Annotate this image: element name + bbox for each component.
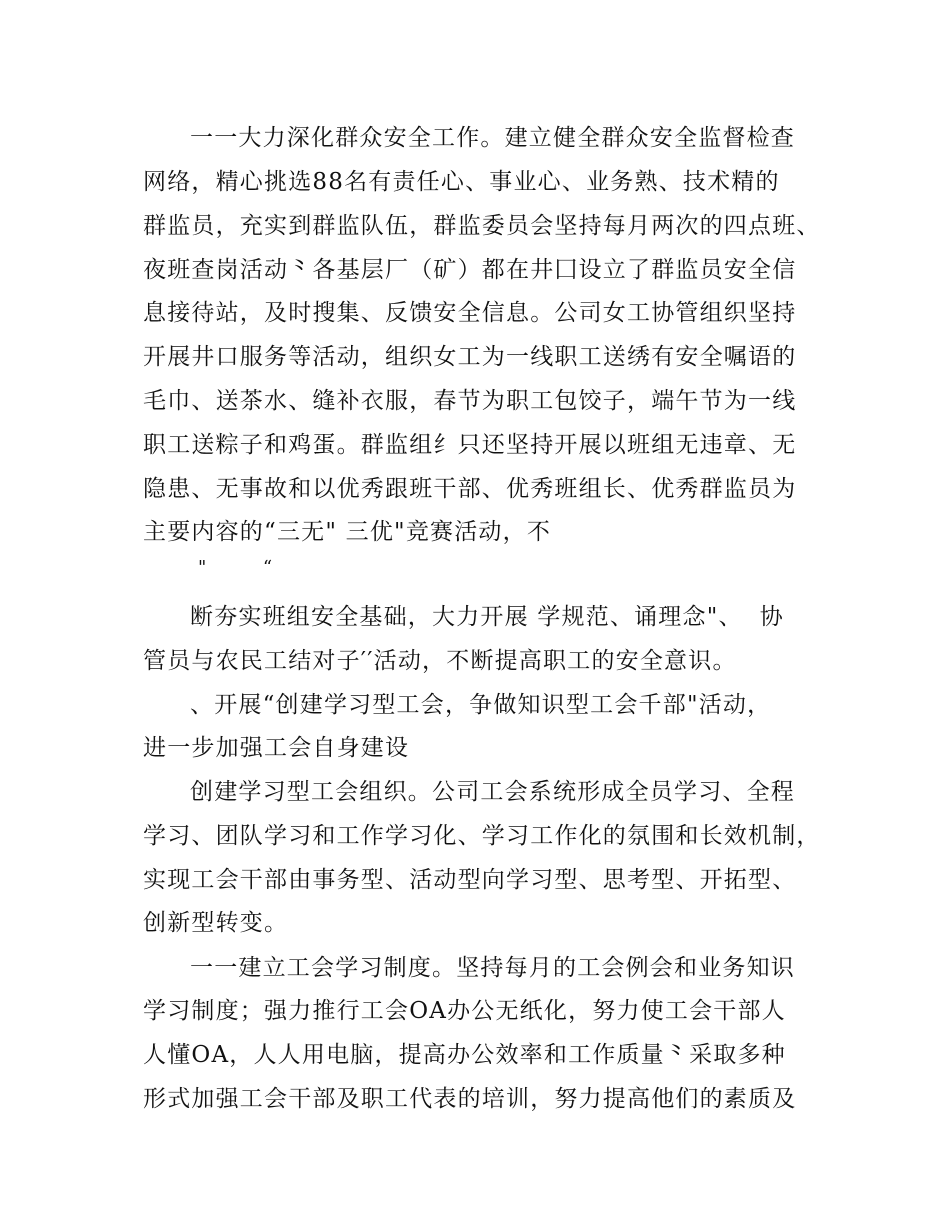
text-line: 进一步加强工会自身建设 [143, 735, 410, 761]
text-line: 人懂OA，人人用电脑，提高办公效率和工作质量⺀采取多种 [143, 1042, 786, 1068]
text-line: 、开展“创建学习型工会，争做知识型工会千部"活动， [190, 692, 772, 718]
text-line: 网络，精心挑选88名有责任心、事业心、业务熟、技术精的 [143, 169, 780, 195]
text-line: 创建学习型工会组织。公司工会系统形成全员学习、全程 [190, 779, 795, 805]
text-line: 开展井口服务等活动，组织女工为一线职工送绣有安全嘱语的 [143, 344, 797, 370]
text-line: 群监员，充实到群监队伍，群监委员会坚持每月两次的四点班、 [143, 213, 821, 239]
text-line: 一一建立工会学习制度。坚持每月的工会例会和业务知识 [190, 955, 795, 981]
text-line: 学习、团队学习和工作学习化、学习工作化的氛围和长效机制， [143, 823, 821, 849]
text-line: 隐患、无事故和以优秀跟班干部、优秀班组长、优秀群监员为 [143, 476, 797, 502]
text-line: 毛巾、送茶水、缝补衣服，春节为职工包饺子，端午节为一线 [143, 388, 797, 414]
text-line: 实现工会干部由事务型、活动型向学习型、思考型、开拓型、 [143, 867, 797, 893]
text-line: 断夯实班组安全基础，大力开展 学规范、诵理念"、 协 [190, 604, 784, 630]
text-line: 学习制度；强力推行工会OA办公无纸化，努力使工会干部人 [143, 998, 786, 1024]
text-line: 管员与农民工结对子′′活动，不断提高职工的安全意识。 [143, 648, 737, 674]
text-line: " “ [198, 557, 274, 578]
text-line: 形式加强工会干部及职工代表的培训，努力提高他们的素质及 [143, 1086, 797, 1112]
text-line: 夜班查岗活动⺀各基层厂（矿）都在井囗设立了群监员安全信 [143, 257, 797, 283]
text-line: 创新型转变。 [143, 910, 289, 936]
text-line: 一一大力深化群众安全工作。建立健全群众安全监督检查 [190, 125, 795, 151]
text-line: 息接待站，及时搜集、反馈安全信息。公司女工协管组织坚持 [143, 300, 797, 326]
text-line: 职工送粽子和鸡蛋。群监组纟只还坚持开展以班组无违章、无 [143, 432, 797, 458]
text-line: 主要内容的“三无" 三优"竞赛活动，不 [143, 519, 552, 545]
